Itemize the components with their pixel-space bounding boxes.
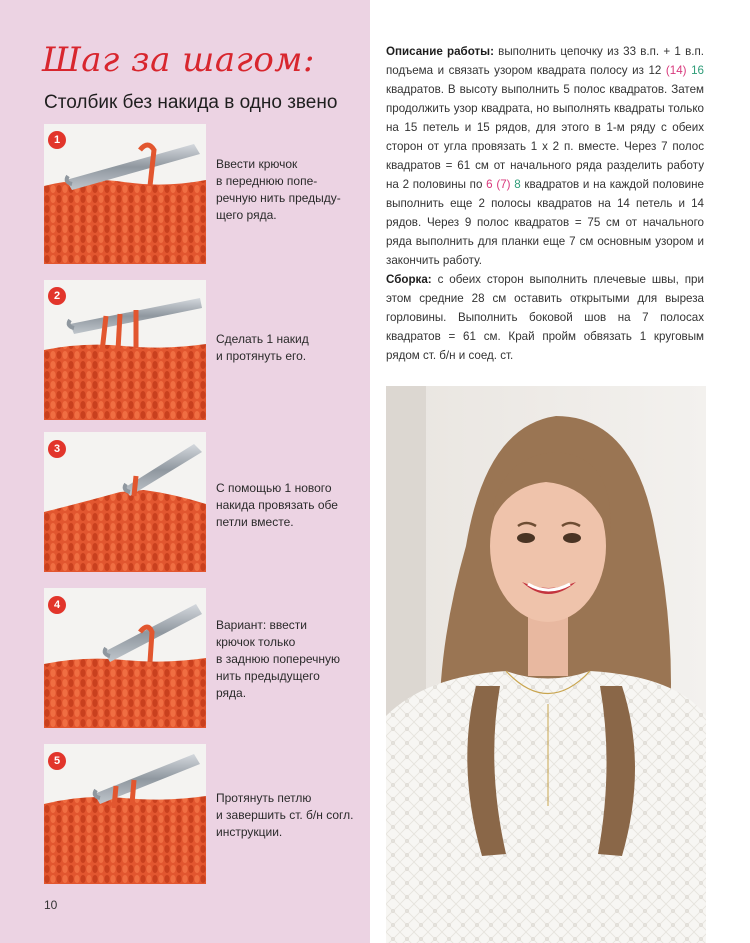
description-label: Описание работы:: [386, 45, 494, 58]
description-text: квадратов и на каждой половине выполнить еще 2 полосы квадратов на 14 петель и 14 рядов. Через 9 полос квадратов = 75 см от начального ряда выполнить для планки еще 7 см основным узором и закончить работу.: [386, 178, 704, 267]
size-large: 16: [691, 64, 704, 77]
size-medium: (7): [496, 178, 511, 191]
step-4-line: Вариант: ввести: [216, 618, 308, 632]
model-photo: [386, 386, 706, 943]
step-5-line: инструкции.: [216, 825, 283, 839]
work-description: [386, 42, 704, 365]
step-1-line: Ввести крючок: [216, 157, 298, 171]
step-2-badge: 2: [48, 287, 66, 305]
step-1-photo: [44, 124, 206, 264]
step-5-line: и завершить ст. б/н согл.: [216, 808, 354, 822]
step-4-line: в заднюю поперечную: [216, 652, 341, 666]
size-medium: (14): [665, 64, 687, 77]
step-5-badge: 5: [48, 752, 66, 770]
step-1-line: щего ряда.: [216, 208, 277, 222]
step-4-photo: [44, 588, 206, 728]
step-1-line: речную нить предыду-: [216, 191, 341, 205]
step-2-text: [216, 331, 366, 365]
step-4-text: [216, 617, 366, 702]
step-1-badge: 1: [48, 131, 66, 149]
description-text: квадратов. В высоту выполнить 5 полос квадратов. Затем продолжить узор квадрата, но выполнять квадраты только на 15 петель и 15 рядов, для этого в 1-м ряду с обеих сторон от угла провязать 1 х 2 п. вместе. Через 7 полос квадратов = 61 см от начального ряда разделить работу на 2 половины по: [386, 83, 704, 191]
step-4-badge: 4: [48, 596, 66, 614]
step-3-photo: [44, 432, 206, 572]
step-1-line: в переднюю попе-: [216, 174, 318, 188]
step-3-badge: 3: [48, 440, 66, 458]
step-3-line: накида провязать обе: [216, 498, 338, 512]
step-5-text: [216, 790, 366, 841]
step-4-line: нить предыдущего: [216, 669, 320, 683]
stitch-heading: Столбик без накида в одно звено: [44, 92, 338, 113]
step-3-line: петли вместе.: [216, 515, 294, 529]
page-number: 10: [44, 898, 58, 912]
step-by-step-title: Шаг за шагом:: [42, 40, 315, 80]
description-text: выполнить цепочку из 33 в.п. + 1 в.п. подъема и связать узором квадрата полосу из: [386, 45, 704, 77]
step-5-line: Протянуть петлю: [216, 791, 312, 805]
size-large: 8: [514, 178, 521, 191]
step-2-photo: [44, 280, 206, 420]
step-1-text: [216, 156, 366, 224]
step-2-line: и протянуть его.: [216, 349, 307, 363]
step-3-text: [216, 480, 366, 531]
step-4-line: крючок только: [216, 635, 296, 649]
step-3-line: С помощью 1 нового: [216, 481, 332, 495]
assembly-label: Сборка:: [386, 273, 432, 286]
size-small: 12: [648, 64, 662, 77]
step-2-line: Сделать 1 накид: [216, 332, 309, 346]
step-5-photo: [44, 744, 206, 884]
assembly-text: с обеих сторон выполнить плечевые швы, при этом средние 28 см оставить открытыми для выреза горловины. Выполнить боковой шов на 7 полосах квадратов = 61 см. Край пройм обвязать 1 круговым рядом ст. б/н и соед. ст.: [386, 273, 704, 362]
size-small: 6: [486, 178, 493, 191]
step-4-line: ряда.: [216, 686, 247, 700]
